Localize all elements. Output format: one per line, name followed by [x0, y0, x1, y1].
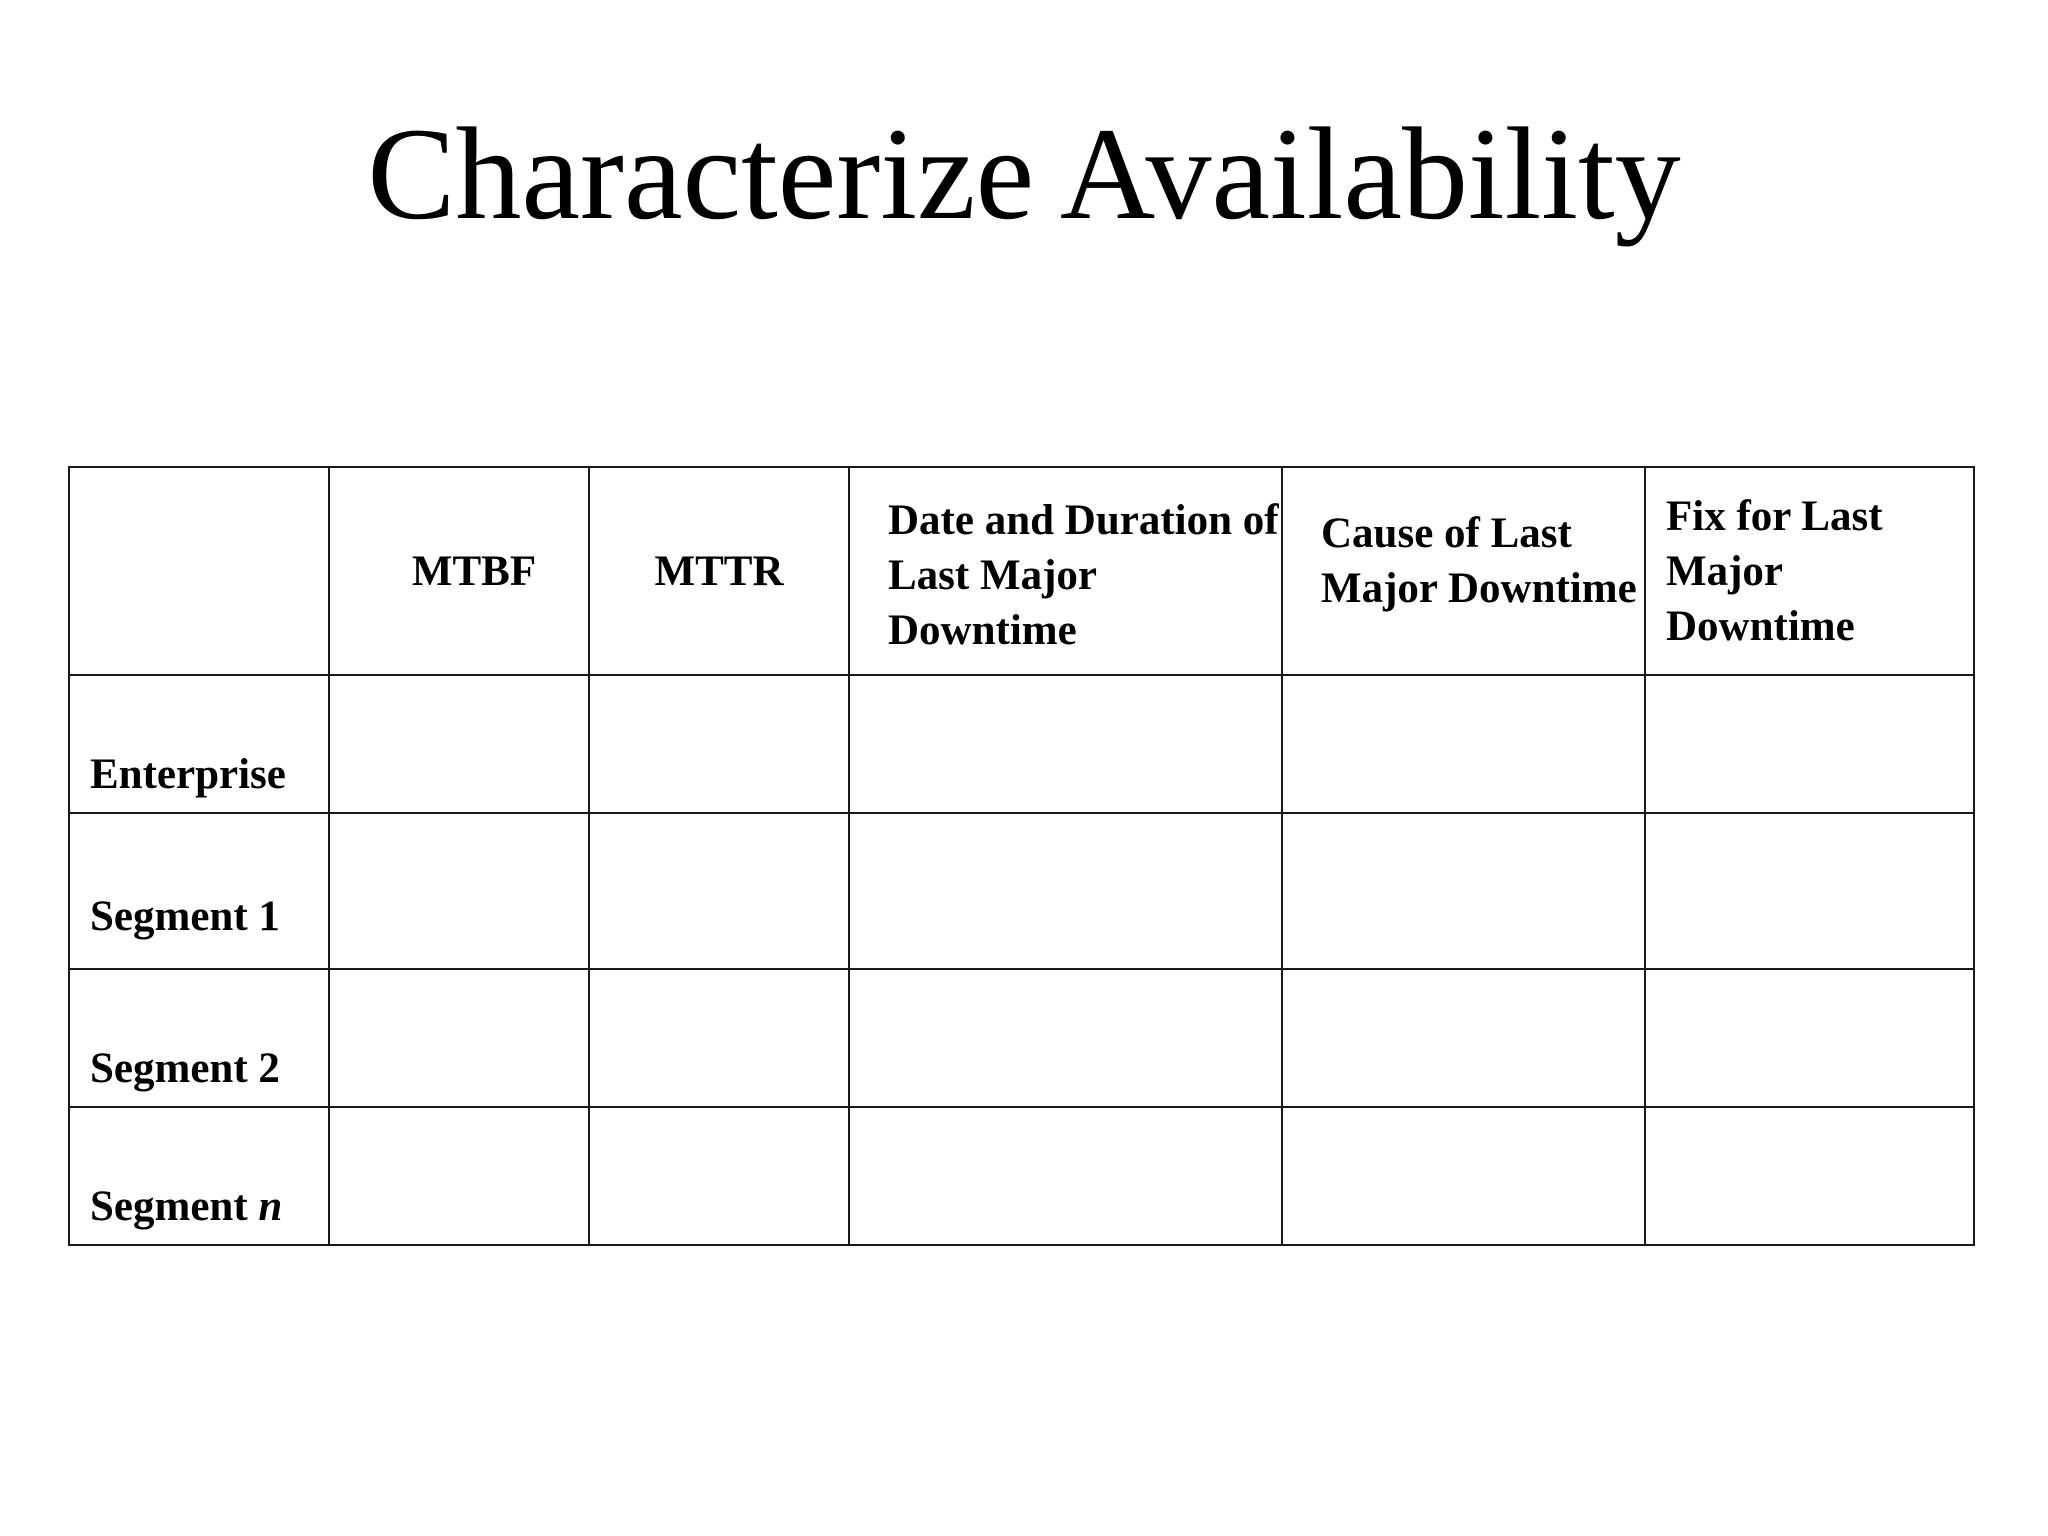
column-header-label: Fix for Last Major Downtime: [1666, 492, 1883, 650]
row-label-cell: [69, 1107, 329, 1245]
row-label-prefix: Segment: [90, 1183, 259, 1230]
table-cell: [1645, 969, 1974, 1107]
table-cell: [1282, 675, 1645, 813]
table-cell: [329, 675, 589, 813]
table-corner-cell: [69, 467, 329, 675]
table-cell: [1282, 813, 1645, 969]
table-cell: [1282, 1107, 1645, 1245]
table-cell: [1645, 675, 1974, 813]
slide-title: Characterize Availability: [367, 100, 1681, 247]
column-header-label: MTTR: [654, 547, 784, 595]
table-cell: [1282, 969, 1645, 1107]
column-header-mtbf: [329, 467, 589, 675]
table-cell: [589, 813, 849, 969]
row-label-cell: [69, 675, 329, 813]
column-header-fix: [1645, 467, 1974, 675]
table-cell: [849, 813, 1282, 969]
column-header-mttr: [589, 467, 849, 675]
table-cell: [849, 1107, 1282, 1245]
row-label: Segment 2: [90, 1045, 280, 1092]
column-header-label: Date and Duration of Last Major Downtime: [888, 496, 1279, 654]
row-label-cell: [69, 969, 329, 1107]
table-cell: [1645, 813, 1974, 969]
table-row-segment-1: [69, 813, 1974, 969]
table-row-segment-2: [69, 969, 1974, 1107]
row-label-cell: [69, 813, 329, 969]
availability-table: [68, 466, 1975, 1246]
column-header-date-duration: [849, 467, 1282, 675]
table-cell: [589, 675, 849, 813]
row-label-variable: n: [258, 1183, 283, 1230]
column-header-label: MTBF: [411, 547, 537, 595]
table-cell: [849, 969, 1282, 1107]
table-cell: [329, 1107, 589, 1245]
table-cell: [849, 675, 1282, 813]
table-row-enterprise: [69, 675, 1974, 813]
row-label: [70, 1179, 328, 1244]
table-cell: [589, 1107, 849, 1245]
column-header-label: Cause of Last Major Downtime: [1321, 510, 1637, 612]
table-cell: [329, 969, 589, 1107]
table-cell: [329, 813, 589, 969]
column-header-cause: [1282, 467, 1645, 675]
row-label: Segment 1: [90, 893, 280, 940]
table-cell: [1645, 1107, 1974, 1245]
table-header-row: [69, 467, 1974, 675]
row-label: Enterprise: [90, 751, 286, 798]
table-row-segment-n: [69, 1107, 1974, 1245]
table-cell: [589, 969, 849, 1107]
